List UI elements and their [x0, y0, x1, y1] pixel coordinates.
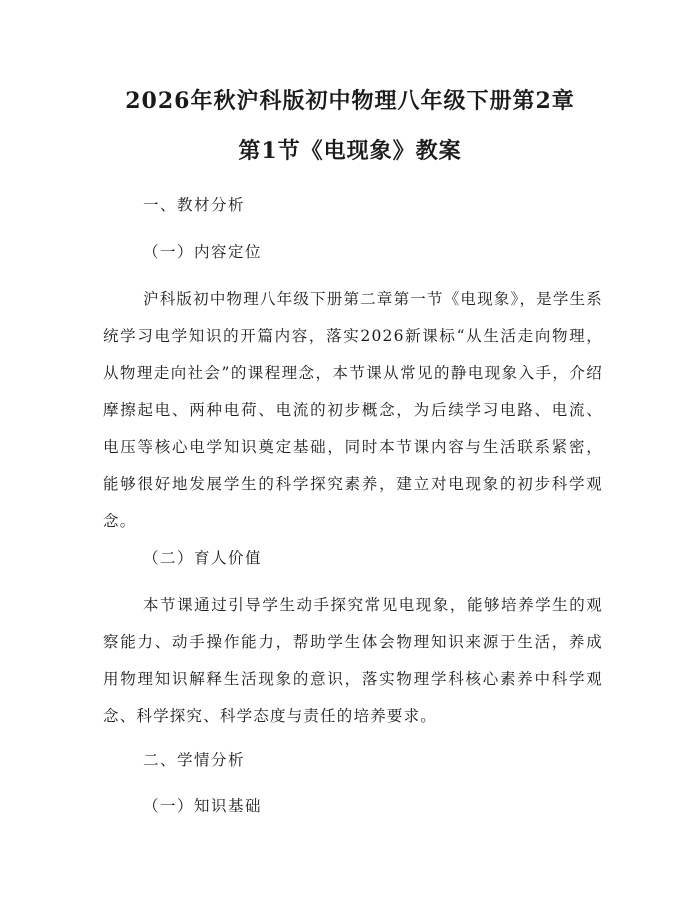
subsection-heading-content-positioning: （一）内容定位 — [143, 243, 263, 261]
subsection-heading-knowledge-foundation: （一）知识基础 — [143, 797, 263, 815]
document-title-line-1: 2026年秋沪科版初中物理八年级下册第2章 — [125, 88, 575, 114]
section-heading-teaching-material-analysis: 一、教材分析 — [143, 196, 246, 214]
subsection-heading-educational-value: （二）育人价值 — [143, 549, 263, 567]
paragraph-content-positioning: 沪科版初中物理八年级下册第二章第一节《电现象》，是学生系统学习电学知识的开篇内容，落实2026新课标“从生活走向物理，从物理走向社会”的课程理念，本节课从常见的静电现象入手，介绍摩擦起电、两种电荷、电流的初步概念，为后续学习电路、电流、电压等核心电学知识奠定基础，同时本节课内容与生活联系紧密，能够很好地发展学生的科学探究素养，建立对电现象的初步科学观念。 — [103, 290, 603, 530]
section-heading-student-analysis: 二、学情分析 — [143, 751, 246, 769]
document-title-line-2: 第1节《电现象》教案 — [238, 138, 462, 164]
paragraph-educational-value: 本节课通过引导学生动手探究常见电现象，能够培养学生的观察能力、动手操作能力，帮助学生体会物理知识来源于生活，养成用物理知识解释生活现象的意识，落实物理学科核心素养中科学观念、科学探究、科学态度与责任的培养要求。 — [103, 596, 603, 725]
